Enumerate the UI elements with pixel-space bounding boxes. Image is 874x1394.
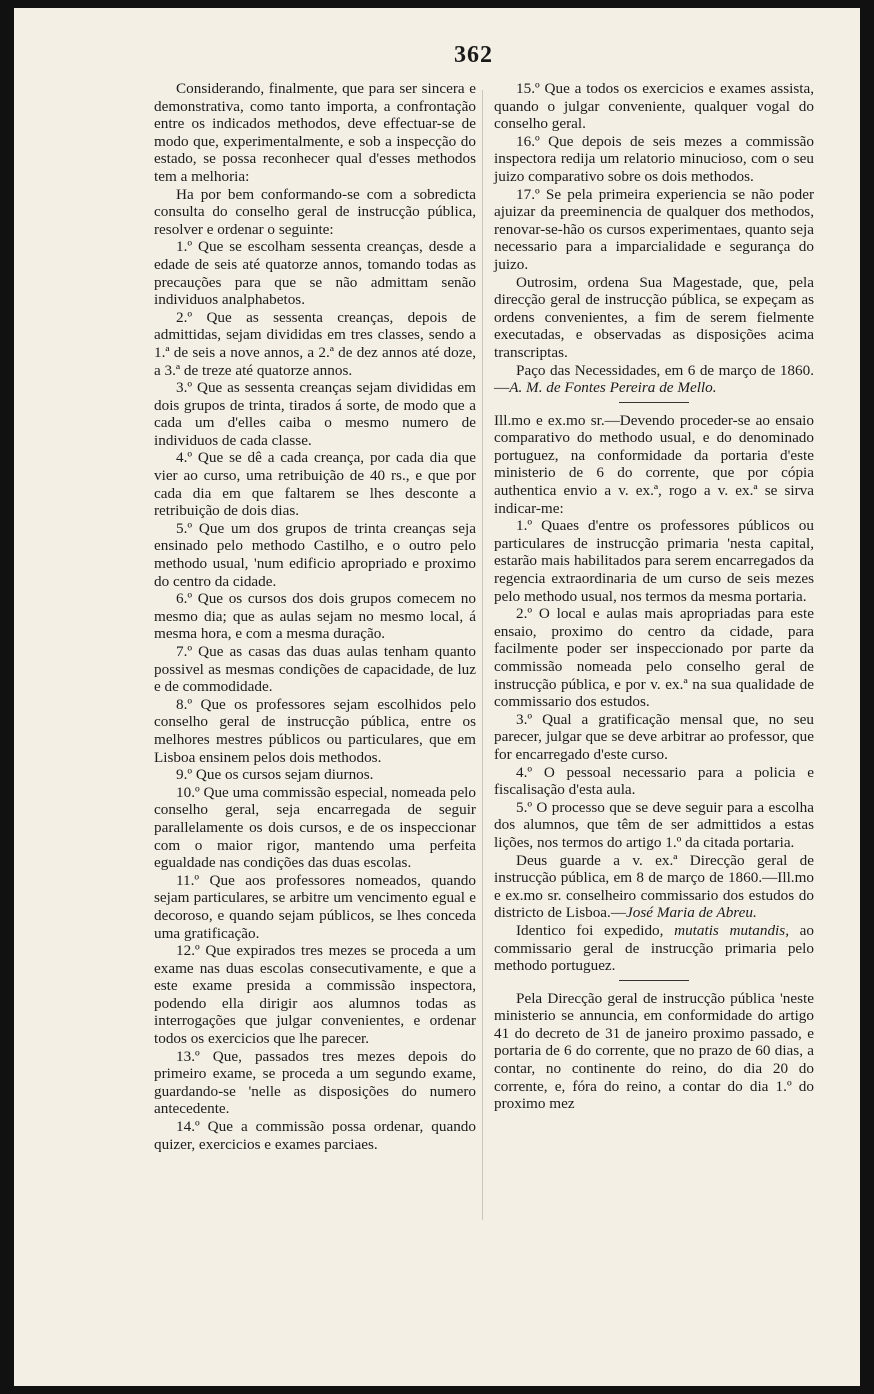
paragraph: 3.º Que as sessenta creanças sejam divididas em dois grupos de trinta, tirados á sorte, de modo que a cada um d'elles caiba o mesmo numero de individuos de cada classe. [154,379,476,449]
paragraph: Considerando, finalmente, que para ser sincera e demonstrativa, como tanto importa, a confrontação entre os indicados methodos, deve effectuar-se de modo que, experimentalmente, e sob a inspecção do estado, se possa reconhecer qual d'esses methodos tem a melhoria: [154,80,476,185]
decree-signature: A. M. de Fontes Pereira de Mello. [509,379,717,397]
decree-signature-line: Paço das Necessidades, em 6 de março de 1860.—A. M. de Fontes Pereira de Mello. [494,361,814,397]
document-page [14,8,860,1386]
paragraph: Ha por bem conformando-se com a sobredicta consulta do conselho geral de instrucção pública, resolver e ordenar o seguinte: [154,185,476,238]
paragraph: 16.º Que depois de seis mezes a commissão inspectora redija um relatorio minucioso, com o seu juizo comparativo sobre os dois methodos. [494,132,814,185]
letter-body [494,412,814,852]
paragraph: 14.º Que a commissão possa ordenar, quando quizer, exercicios e exames parciaes. [154,1118,476,1153]
letter-note: Identico foi expedido, mutatis mutandis, ao commissario geral de instrucção primaria pelo methodo portuguez. [494,921,815,975]
paragraph: 5.º Que um dos grupos de trinta creanças seja ensinado pelo methodo Castilho, e o outro pelo methodo usual, 'num edificio apropriado e proximo do centro da cidade. [154,519,476,590]
paragraph: 17.º Se pela primeira experiencia se não poder ajuizar da preeminencia de qualquer dos methodos, renovar-se-hão os cursos experimentaes, quanto seja necessario para a imparcialidade e segurança do juizo. [494,185,814,273]
paragraph: 4.º O pessoal necessario para a policia e fiscalisação d'esta aula. [494,763,814,799]
paragraph: 13.º Que, passados tres mezes depois do primeiro exame, se proceda a um segundo exame, guardando-se 'nelle as disposições do numero antecedente. [154,1047,476,1118]
paragraph: 7.º Que as casas das duas aulas tenham quanto possivel as mesmas condições de capacidade, de luz e de commodidade. [154,643,476,696]
paragraph: 12.º Que expirados tres mezes se proceda a um exame nas duas escolas consecutivamente, e que a este exame presida a commissão inspectora, podendo ella dirigir aos alumnos todas as interrogações que julgar convenientes, e ordenar todos os exercicios que lhe parecer. [154,942,476,1048]
letter-closing: Deus guarde a v. ex.ª Direcção geral de instrucção pública, em 8 de março de 1860.—Ill.mo e ex.mo sr. conselheiro commissario dos estudos do districto de Lisboa.—José Maria de Abreu. [494,851,814,922]
paragraph: 8.º Que os professores sejam escolhidos pelo conselho geral de instrucção pública, entre os melhores mestres públicos ou particulares, que em Lisboa ensinem pelos dois methodos. [154,695,476,766]
column-divider [482,90,483,1220]
paragraph: 5.º O processo que se deve seguir para a escolha dos alumnos, que têm de ser admittidos a estas lições, nos termos do artigo 1.º da citada portaria. [494,798,814,851]
paragraph: 6.º Que os cursos dos dois grupos comecem no mesmo dia; que as aulas sejam no mesmo local, á mesma hora, e com a mesma duração. [154,590,476,643]
paragraph: 11.º Que aos professores nomeados, quando sejam particulares, se arbitre um vencimento egual e decoroso, e quando sejam públicos, se lhes conceda uma gratificação. [154,871,476,942]
left-column [154,80,476,1153]
paragraph: 2.º Que as sessenta creanças, depois de admittidas, sejam divididas em tres classes, sendo a 1.ª de seis a nove annos, a 2.ª de dez annos até doze, a 3.ª de treze até quatorze annos. [154,308,476,379]
announcement-paragraph: Pela Direcção geral de instrucção pública 'neste ministerio se annuncia, em conformidade do artigo 41 do decreto de 31 de janeiro proximo passado, e portaria de 6 do corrente, que no prazo de 60 dias, a contar, no continente do reino, do dia 20 do corrente, e, fóra do reino, a contar do dia 1.º do proximo mez [494,989,814,1113]
section-divider [619,980,689,981]
decree-continuation [494,80,814,362]
paragraph: 3.º Qual a gratificação mensal que, no seu parecer, julgar que se deve arbitrar ao professor, que for encarregado d'este curso. [494,710,814,763]
paragraph: 2.º O local e aulas mais apropriadas para este ensaio, proximo do centro da cidade, para facilmente poder ser inspeccionado por parte da commissão nomeada pelo conselho geral de instrucção pública, e por v. ex.ª na sua qualidade de commissario dos estudos. [494,605,814,711]
paragraph: 1.º Que se escolham sessenta creanças, desde a edade de seis até quatorze annos, tomando todas as precauções para que se não admittam senão individuos analphabetos. [154,238,476,309]
section-divider [619,402,689,403]
paragraph: Outrosim, ordena Sua Magestade, que, pela direcção geral de instrucção pública, se expeçam as ordens convenientes, a fim de serem fielmente executadas, e observadas as disposições acima transcriptas. [494,273,814,361]
paragraph: 9.º Que os cursos sejam diurnos. [176,766,374,784]
letter-signature: José Maria de Abreu. [626,904,757,922]
paragraph: 1.º Quaes d'entre os professores públicos ou particulares de instrucção primaria 'nesta capital, estarão mais habilitados para serem encarregados da regencia extraordinaria de um curso de seis mezes pelo methodo usual, nos termos da mesma portaria. [494,517,814,605]
page-number: 362 [454,42,493,68]
paragraph: 4.º Que se dê a cada creança, por cada dia que vier ao curso, uma retribuição de 40 rs., e que por cada dia em que faltarem se lhes desconte a retribuição de dois dias. [154,449,476,520]
paragraph: Ill.mo e ex.mo sr.—Devendo proceder-se ao ensaio comparativo do methodo usual, e do denominado portuguez, na conformidade da portaria d'este ministerio de 6 do corrente, que por cópia authentica envio a v. ex.ª, rogo a v. ex.ª se sirva indicar-me: [494,411,814,517]
paragraph: 10.º Que uma commissão especial, nomeada pelo conselho geral, seja encarregada de seguir parallelamente os dois cursos, e de os inspeccionar com o maior rigor, mantendo uma perfeita egualdade nas condições das duas escolas. [154,783,476,872]
paragraph: 15.º Que a todos os exercicios e exames assista, quando o julgar conveniente, qualquer vogal do conselho geral. [494,80,814,133]
right-column [494,80,814,1113]
